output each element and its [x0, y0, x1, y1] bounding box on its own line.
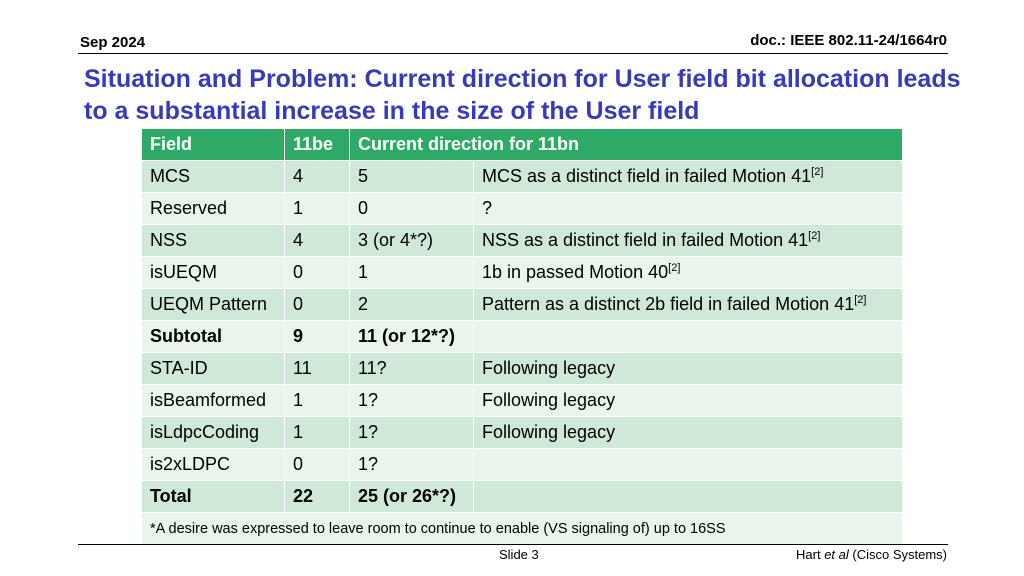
cell-11bn: 25 (or 26*?)	[350, 481, 474, 513]
table-row	[142, 161, 903, 193]
header-divider	[78, 53, 948, 54]
cell-note	[474, 161, 903, 193]
table-row	[142, 449, 903, 481]
reference-marker: [2]	[808, 230, 821, 242]
cell-field: isUEQM	[142, 257, 285, 289]
table-row	[142, 193, 903, 225]
cell-11bn: 3 (or 4*?)	[350, 225, 474, 257]
note-text: NSS as a distinct field in failed Motion 41	[482, 230, 809, 250]
cell-note	[474, 289, 903, 321]
cell-11be: 1	[285, 193, 350, 225]
cell-field: Reserved	[142, 193, 285, 225]
note-text: Following legacy	[482, 390, 616, 410]
cell-note	[474, 193, 903, 225]
cell-field: isBeamformed	[142, 385, 285, 417]
cell-field: is2xLDPC	[142, 449, 285, 481]
cell-11be: 22	[285, 481, 350, 513]
author-name: Hart	[796, 547, 825, 562]
table-row	[142, 321, 903, 353]
table-row	[142, 385, 903, 417]
cell-field: NSS	[142, 225, 285, 257]
cell-11bn: 11?	[350, 353, 474, 385]
cell-note	[474, 385, 903, 417]
cell-field: Total	[142, 481, 285, 513]
cell-11bn: 1	[350, 257, 474, 289]
note-text: MCS as a distinct field in failed Motion 41	[482, 166, 812, 186]
cell-note	[474, 225, 903, 257]
header-11be: 11be	[285, 129, 350, 161]
footer-author	[796, 547, 947, 562]
cell-11be: 4	[285, 225, 350, 257]
cell-field: STA-ID	[142, 353, 285, 385]
table-header-row	[142, 129, 903, 161]
cell-note	[474, 257, 903, 289]
note-text: Pattern as a distinct 2b field in failed Motion 41	[482, 294, 855, 314]
reference-marker: [2]	[854, 294, 867, 306]
footnote-row	[142, 513, 903, 546]
cell-11bn: 5	[350, 161, 474, 193]
table-row	[142, 417, 903, 449]
header-doc-id: doc.: IEEE 802.11-24/1664r0	[750, 32, 947, 49]
table-row	[142, 353, 903, 385]
cell-field: UEQM Pattern	[142, 289, 285, 321]
cell-11be: 4	[285, 161, 350, 193]
cell-11be: 0	[285, 449, 350, 481]
table-footnote: *A desire was expressed to leave room to continue to enable (VS signaling of) up to 16SS	[142, 513, 903, 546]
cell-note	[474, 353, 903, 385]
table-row	[142, 481, 903, 513]
cell-11be: 9	[285, 321, 350, 353]
cell-field: Subtotal	[142, 321, 285, 353]
author-et-al: et al	[824, 547, 849, 562]
cell-11be: 1	[285, 417, 350, 449]
cell-11bn: 0	[350, 193, 474, 225]
cell-note	[474, 449, 903, 481]
note-text: ?	[482, 198, 493, 218]
cell-field: MCS	[142, 161, 285, 193]
table-row	[142, 225, 903, 257]
slide-title: Situation and Problem: Current direction for User field bit allocation leads to a substantial increase in the size of the User field	[84, 65, 961, 125]
header-date: Sep 2024	[80, 34, 146, 51]
note-text: 1b in passed Motion 40	[482, 262, 669, 282]
note-text: Following legacy	[482, 422, 616, 442]
cell-11bn: 1?	[350, 417, 474, 449]
cell-11bn: 1?	[350, 385, 474, 417]
cell-field: isLdpcCoding	[142, 417, 285, 449]
table-row	[142, 289, 903, 321]
cell-11bn: 11 (or 12*?)	[350, 321, 474, 353]
cell-note	[474, 321, 903, 353]
cell-note	[474, 417, 903, 449]
table-row	[142, 257, 903, 289]
cell-11bn: 1?	[350, 449, 474, 481]
cell-11bn: 2	[350, 289, 474, 321]
reference-marker: [2]	[668, 262, 681, 274]
note-text: Following legacy	[482, 358, 616, 378]
cell-11be: 0	[285, 289, 350, 321]
author-org: (Cisco Systems)	[848, 547, 947, 562]
cell-11be: 11	[285, 353, 350, 385]
bit-allocation-table	[141, 128, 903, 546]
footer-divider	[78, 544, 948, 545]
header-11bn: Current direction for 11bn	[350, 129, 903, 161]
cell-11be: 0	[285, 257, 350, 289]
slide-number: Slide 3	[499, 547, 539, 562]
header-field: Field	[142, 129, 285, 161]
cell-note	[474, 481, 903, 513]
cell-11be: 1	[285, 385, 350, 417]
reference-marker: [2]	[811, 166, 824, 178]
